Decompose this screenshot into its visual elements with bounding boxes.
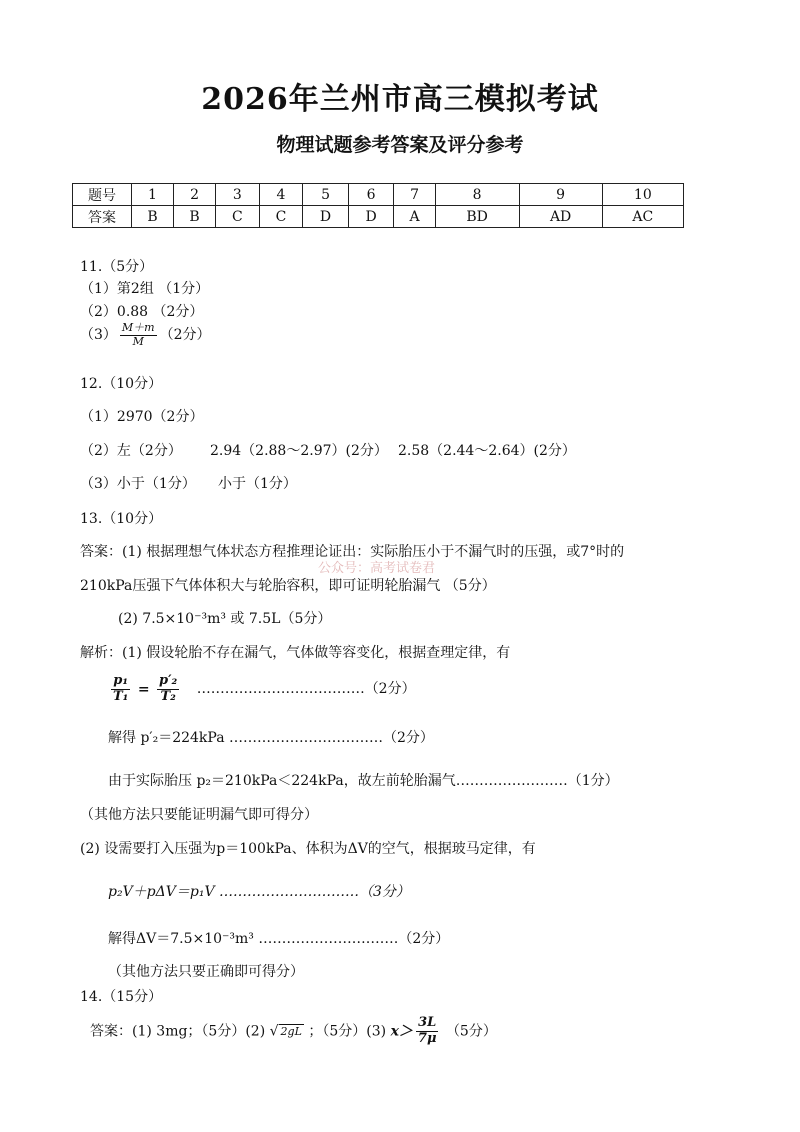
fraction-numerator: p₁ bbox=[113, 673, 129, 688]
q13-note-2: （其他方法只要正确即可得分） bbox=[108, 964, 304, 980]
table-cell: D bbox=[303, 206, 349, 228]
question-number-row bbox=[73, 184, 684, 206]
q13-solution-2: (2) 设需要打入压强为p＝100kPa、体积为ΔV的空气，根据玻马定律，有 bbox=[80, 841, 536, 857]
q12-line-2b: 2.94（2.88～2.97）(2分） bbox=[210, 443, 388, 459]
q12-line-3a: （3）小于（1分） bbox=[80, 476, 196, 492]
q12-header: 12.（10分） bbox=[80, 376, 163, 392]
q13-note-1: （其他方法只要能证明漏气即可得分） bbox=[80, 807, 318, 823]
answer-row bbox=[73, 206, 684, 228]
q13-answer-line-1: 答案：(1) 根据理想气体状态方程推理论证出：实际胎压小于不漏气时的压强，或7°时的 bbox=[80, 544, 625, 560]
q14-fraction bbox=[416, 1016, 439, 1047]
q13-equation-1 bbox=[108, 674, 416, 705]
page-title: 2026年兰州市高三模拟考试 bbox=[201, 82, 599, 117]
fraction-numerator: 3L bbox=[418, 1015, 437, 1030]
q14-inequality: x＞ bbox=[390, 1023, 413, 1040]
q14-answer-part-b: ；（5分）(3) bbox=[308, 1023, 387, 1040]
q11-header: 11.（5分） bbox=[80, 259, 154, 275]
table-cell: 9 bbox=[519, 184, 602, 206]
q11-fraction bbox=[120, 322, 157, 348]
table-cell: 4 bbox=[259, 184, 303, 206]
table-cell: 3 bbox=[216, 184, 260, 206]
q14-answer bbox=[90, 1016, 497, 1047]
equation-fraction-right bbox=[157, 674, 179, 705]
q14-answer-part-a: 答案：(1) 3mg；（5分）(2) bbox=[90, 1023, 266, 1040]
q13-equation-5: 解得ΔV＝7.5×10⁻³m³ …………………………（2分） bbox=[108, 931, 450, 947]
q12-line-2c: 2.58（2.44～2.64）(2分） bbox=[398, 443, 576, 459]
table-cell: AD bbox=[519, 206, 602, 228]
fraction-denominator: M bbox=[132, 334, 144, 348]
q11-line-3-prefix: （3） bbox=[80, 327, 117, 344]
table-cell: BD bbox=[435, 206, 519, 228]
table-cell: D bbox=[348, 206, 394, 228]
table-cell: 10 bbox=[602, 184, 683, 206]
q14-answer-part-c: （5分） bbox=[445, 1023, 497, 1040]
q12-line-3b: 小于（1分） bbox=[218, 476, 297, 492]
answer-table bbox=[72, 183, 684, 228]
watermark: 公众号：高考试卷君 bbox=[318, 561, 436, 576]
q13-equation-3: 由于实际胎压 p₂＝210kPa＜224kPa，故左前轮胎漏气……………………（1分） bbox=[108, 773, 619, 789]
table-cell: C bbox=[259, 206, 303, 228]
q13-answer-line-2: 210kPa压强下气体体积大与轮胎容积，即可证明轮胎漏气 （5分） bbox=[80, 578, 496, 594]
q14-header: 14.（15分） bbox=[80, 989, 163, 1005]
fraction-denominator: T₁ bbox=[113, 688, 129, 704]
equation-fraction-left bbox=[111, 674, 130, 705]
q13-equation-4: p₂V＋pΔV＝p₁V …………………………（3分） bbox=[108, 884, 410, 900]
q12-line-2a: （2）左（2分） bbox=[80, 443, 182, 459]
table-cell: 1 bbox=[132, 184, 174, 206]
q13-equation-2: 解得 p′₂＝224kPa ……………………………（2分） bbox=[108, 730, 434, 746]
fraction-denominator: 7μ bbox=[417, 1030, 437, 1046]
page-subtitle: 物理试题参考答案及评分参考 bbox=[276, 134, 524, 156]
table-cell: 6 bbox=[348, 184, 394, 206]
q13-header: 13.（10分） bbox=[80, 511, 163, 527]
fraction-numerator: M＋m bbox=[121, 321, 155, 334]
q11-line-3 bbox=[80, 322, 211, 348]
fraction-numerator: p′₂ bbox=[159, 673, 178, 688]
table-cell: B bbox=[132, 206, 174, 228]
table-cell: 5 bbox=[303, 184, 349, 206]
fraction-denominator: T₂ bbox=[160, 688, 176, 704]
table-cell: AC bbox=[602, 206, 683, 228]
table-cell: B bbox=[174, 206, 216, 228]
table-cell: A bbox=[394, 206, 435, 228]
sqrt-icon: √ bbox=[269, 1023, 279, 1040]
table-cell: 2 bbox=[174, 184, 216, 206]
q13-solution-1: 解析：(1) 假设轮胎不存在漏气，气体做等容变化，根据查理定律，有 bbox=[80, 645, 511, 661]
q11-line-1: （1）第2组 （1分） bbox=[80, 281, 210, 297]
equation-1-score: ………………………………（2分） bbox=[196, 681, 416, 698]
q12-line-1: （1）2970（2分） bbox=[80, 409, 204, 425]
row-label: 题号 bbox=[73, 184, 132, 206]
table-cell: C bbox=[216, 206, 260, 228]
table-cell: 8 bbox=[435, 184, 519, 206]
q14-sqrt-expression: 2gL bbox=[280, 1025, 302, 1039]
q11-line-2: （2）0.88 （2分） bbox=[80, 304, 204, 320]
table-cell: 7 bbox=[394, 184, 435, 206]
q11-line-3-suffix: （2分） bbox=[159, 327, 211, 344]
row-label: 答案 bbox=[73, 206, 132, 228]
equals-sign: = bbox=[137, 681, 150, 698]
q13-answer-line-3: (2) 7.5×10⁻³m³ 或 7.5L（5分） bbox=[118, 611, 332, 627]
